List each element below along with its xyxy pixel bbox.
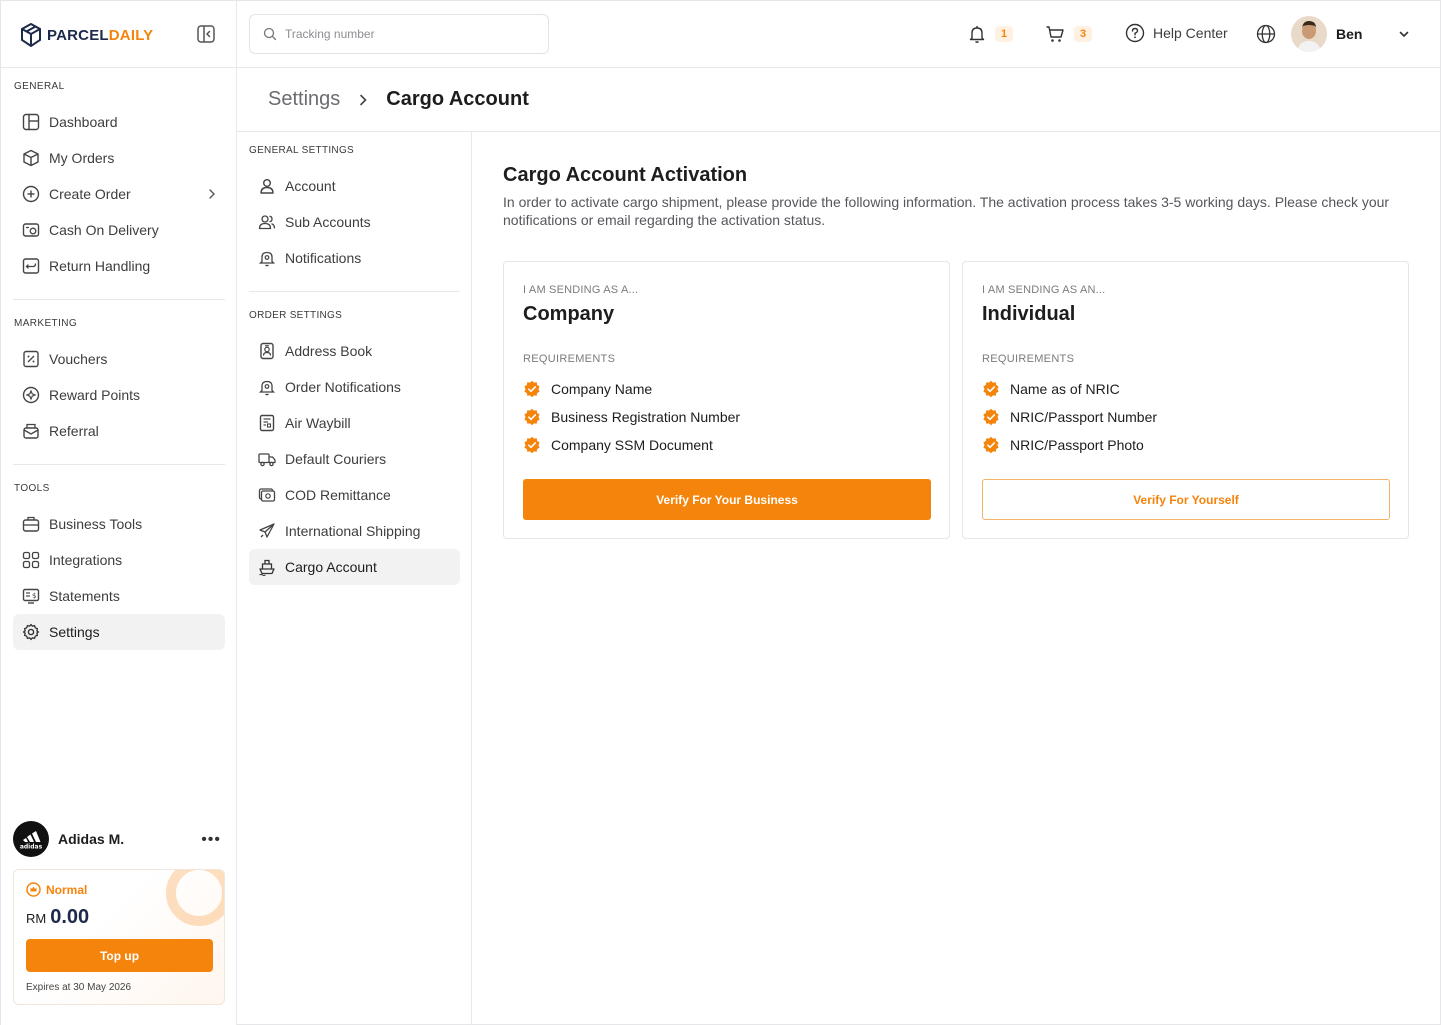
verified-badge-icon [523, 380, 541, 398]
svg-text:$: $ [32, 592, 37, 600]
settings-item-address-book[interactable] [249, 333, 460, 369]
sidebar-item-statements[interactable] [13, 578, 225, 614]
verify-yourself-button[interactable]: Verify For Yourself [982, 479, 1390, 520]
settings-item-notifications[interactable] [249, 240, 460, 276]
remittance-icon [258, 486, 276, 504]
requirement-item [982, 380, 1120, 398]
avatar [1291, 16, 1327, 52]
dashboard-icon [22, 113, 40, 131]
sidebar-item-label: Create Order [49, 186, 131, 202]
settings-item-label: Account [285, 178, 336, 194]
brand-name: PARCELDAILY [47, 26, 154, 44]
settings-nav [237, 132, 472, 1025]
sidebar-item-dashboard[interactable] [13, 104, 225, 140]
breadcrumb-settings[interactable]: Settings [268, 88, 341, 110]
more-options-icon[interactable]: ••• [201, 831, 221, 848]
verified-badge-icon [523, 436, 541, 454]
balance-value: 0.00 [50, 906, 90, 928]
settings-item-air-waybill[interactable] [249, 405, 460, 441]
user-icon [258, 177, 276, 195]
card-eyebrow: I AM SENDING AS AN... [982, 284, 1106, 296]
page-title: Cargo Account [386, 88, 529, 110]
settings-item-order-notifications[interactable] [249, 369, 460, 405]
sidebar-item-label: My Orders [49, 150, 115, 166]
section-description: In order to activate cargo shipment, please provide the following information. The activation process takes 3-5 working days. Please check your notifications or email regarding the activation status. [503, 194, 1390, 228]
notification-count-badge: 1 [995, 26, 1013, 42]
settings-item-default-couriers[interactable] [249, 441, 460, 477]
bell-settings-icon [258, 249, 276, 267]
requirement-label: Business Registration Number [551, 409, 741, 425]
sidebar-item-label: Dashboard [49, 114, 118, 130]
sidebar-item-label: Settings [49, 624, 100, 640]
help-center-link[interactable] [1125, 23, 1228, 43]
chevron-right-icon [356, 93, 370, 107]
section-title-marketing: MARKETING [14, 318, 78, 329]
user-menu[interactable] [1291, 16, 1362, 52]
sidebar-item-settings[interactable] [13, 614, 225, 650]
sidebar-item-business-tools[interactable] [13, 506, 225, 542]
requirement-label: NRIC/Passport Number [1010, 409, 1158, 425]
avatar [13, 821, 49, 857]
section-title-general-settings: GENERAL SETTINGS [249, 145, 355, 156]
sidebar-item-my-orders[interactable] [13, 140, 225, 176]
box-icon [22, 149, 40, 167]
cart-icon[interactable] [1045, 24, 1065, 44]
globe-icon[interactable] [1256, 24, 1276, 44]
sidebar-item-create-order[interactable] [13, 176, 225, 212]
verify-business-button[interactable]: Verify For Your Business [523, 479, 931, 520]
sidebar-item-label: Statements [49, 588, 120, 604]
company-card [503, 261, 950, 539]
toolbox-icon [22, 515, 40, 533]
individual-card [962, 261, 1409, 539]
parceldaily-logo-icon [21, 23, 41, 47]
requirements-label: REQUIREMENTS [523, 353, 616, 365]
help-center-label: Help Center [1153, 25, 1228, 41]
cart-count-badge: 3 [1074, 26, 1092, 42]
requirement-item [982, 408, 1157, 426]
settings-item-label: Air Waybill [285, 415, 351, 431]
statements-icon [22, 587, 40, 605]
sidebar-item-integrations[interactable] [13, 542, 225, 578]
sidebar-item-label: Cash On Delivery [49, 222, 159, 238]
order-bell-icon [258, 378, 276, 396]
main-content [472, 132, 1441, 1025]
sidebar-collapse-icon [196, 24, 216, 44]
requirements-label: REQUIREMENTS [982, 353, 1075, 365]
users-icon [258, 213, 276, 231]
divider [249, 291, 460, 292]
sidebar-item-label: Vouchers [49, 351, 108, 367]
decorative-badge-icon [164, 869, 225, 928]
sidebar-item-label: Reward Points [49, 387, 141, 403]
settings-item-label: Sub Accounts [285, 214, 371, 230]
section-title-general: GENERAL [14, 81, 65, 92]
divider [13, 299, 225, 300]
verified-badge-icon [982, 380, 1000, 398]
plus-circle-icon [22, 185, 40, 203]
settings-item-label: Order Notifications [285, 379, 401, 395]
sidebar-item-reward-points[interactable] [13, 377, 225, 413]
wallet-expiry: Expires at 30 May 2026 [26, 982, 132, 993]
adidas-logo-icon [17, 828, 45, 850]
card-eyebrow: I AM SENDING AS A... [523, 284, 639, 296]
requirement-label: Name as of NRIC [1010, 381, 1120, 397]
address-book-icon [258, 342, 276, 360]
help-icon [1125, 23, 1145, 43]
settings-item-cod-remittance[interactable] [249, 477, 460, 513]
crown-icon [26, 882, 41, 897]
top-bar [237, 1, 1441, 68]
settings-item-international-shipping[interactable] [249, 513, 460, 549]
requirement-label: NRIC/Passport Photo [1010, 437, 1144, 453]
sidebar-item-return-handling[interactable] [13, 248, 225, 284]
tier-label: Normal [46, 882, 88, 897]
user-photo-icon [1291, 16, 1327, 52]
truck-icon [258, 450, 276, 468]
section-title: Cargo Account Activation [503, 164, 748, 186]
cargo-ship-icon [258, 558, 276, 576]
referral-icon [22, 422, 40, 440]
requirement-item [523, 380, 652, 398]
sidebar [1, 1, 237, 1025]
card-title: Individual [982, 303, 1076, 325]
user-name: Ben [1336, 26, 1363, 42]
sidebar-item-vouchers[interactable] [13, 341, 225, 377]
reward-icon [22, 386, 40, 404]
tracking-number-input[interactable] [285, 27, 535, 41]
currency-label: RM [26, 911, 47, 926]
top-up-button[interactable]: Top up [26, 939, 213, 972]
requirement-label: Company Name [551, 381, 653, 397]
sidebar-item-label: Return Handling [49, 258, 151, 274]
sidebar-item-label: Referral [49, 423, 99, 439]
requirement-label: Company SSM Document [551, 437, 713, 453]
divider [1, 67, 237, 68]
account-switcher[interactable] [13, 821, 225, 857]
svg-text:adidas: adidas [19, 843, 43, 850]
chevron-down-icon[interactable] [1397, 27, 1411, 41]
return-icon [22, 257, 40, 275]
section-title-order-settings: ORDER SETTINGS [249, 310, 343, 321]
section-title-tools: TOOLS [14, 483, 50, 494]
airplane-icon [258, 522, 276, 540]
collapse-sidebar-button[interactable] [196, 24, 216, 44]
voucher-icon [22, 350, 40, 368]
verified-badge-icon [982, 408, 1000, 426]
requirement-item [982, 436, 1144, 454]
settings-item-label: Address Book [285, 343, 373, 359]
gear-icon [22, 623, 40, 641]
cash-icon [22, 221, 40, 239]
verified-badge-icon [523, 408, 541, 426]
wallet-balance [26, 906, 89, 929]
verified-badge-icon [982, 436, 1000, 454]
settings-item-cargo-account[interactable] [249, 549, 460, 585]
requirement-item [523, 408, 740, 426]
sidebar-item-label: Business Tools [49, 516, 143, 532]
bell-icon[interactable] [967, 24, 987, 44]
divider [13, 464, 225, 465]
integrations-icon [22, 551, 40, 569]
settings-item-label: International Shipping [285, 523, 421, 539]
wallet-card [13, 869, 225, 1005]
sidebar-item-label: Integrations [49, 552, 123, 568]
card-title: Company [523, 303, 615, 325]
sidebar-item-cash-on-delivery[interactable] [13, 212, 225, 248]
settings-item-label: Default Couriers [285, 451, 387, 467]
settings-item-label: COD Remittance [285, 487, 391, 503]
settings-item-sub-accounts[interactable] [249, 204, 460, 240]
search-box[interactable] [249, 14, 549, 54]
settings-item-account[interactable] [249, 168, 460, 204]
brand-logo[interactable] [21, 21, 153, 49]
account-name: Adidas M. [58, 831, 125, 847]
settings-item-label: Cargo Account [285, 559, 377, 575]
sidebar-item-referral[interactable] [13, 413, 225, 449]
settings-item-label: Notifications [285, 250, 362, 266]
search-icon [263, 27, 277, 41]
breadcrumb [237, 68, 1441, 132]
chevron-right-icon [205, 187, 219, 201]
requirement-item [523, 436, 713, 454]
tier-badge [26, 882, 87, 897]
waybill-icon [258, 414, 276, 432]
